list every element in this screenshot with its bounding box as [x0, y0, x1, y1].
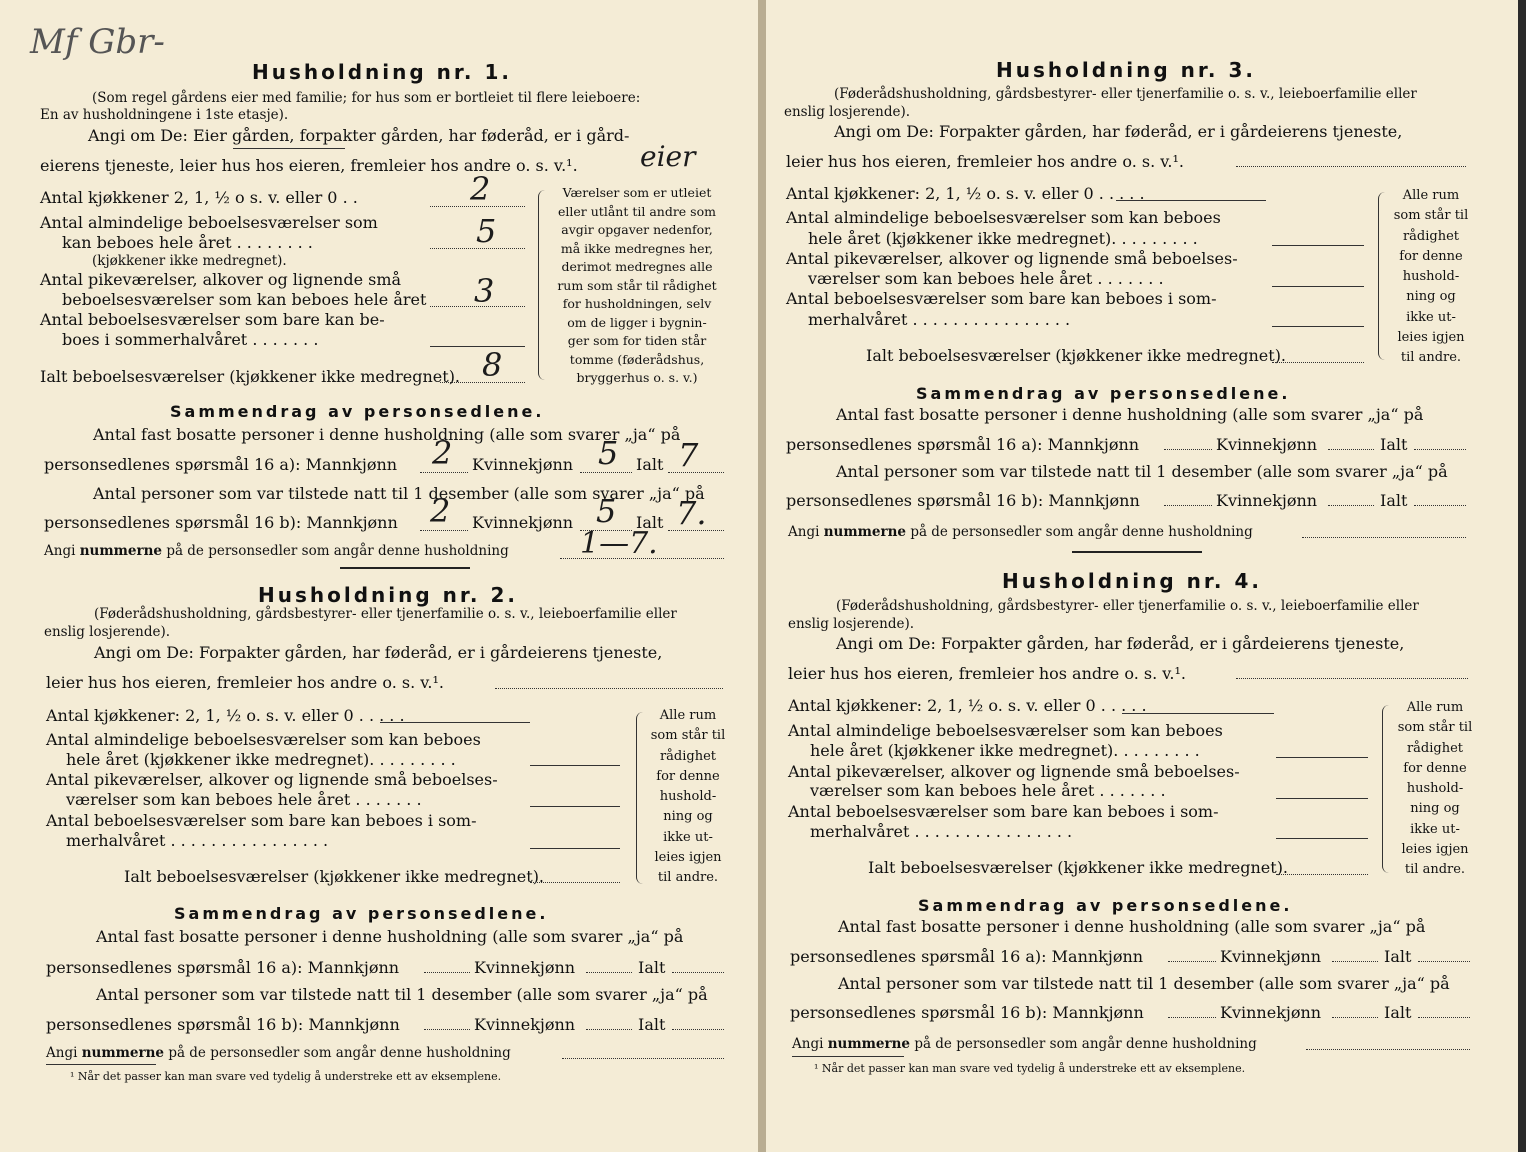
household-2-present-question: Antal personer som var tilstede natt til 1 desember (alle som svarer „ja“ på — [96, 985, 708, 1004]
household-1-present-question: Antal personer som var tilstede natt til 1 desember (alle som svarer „ja“ på — [93, 484, 705, 503]
household-1-resident-female-value: 5 — [598, 434, 619, 472]
household-2-status-question: Angi om De: Forpakter gården, har føderåd, er i gårdeierens tjeneste, — [94, 643, 663, 662]
household-4-maid-rooms-label: Antal pikeværelser, alkover og lignende små beboelses- — [788, 762, 1240, 781]
household-3-summary-title: Sammendrag av personsedlene. — [916, 384, 1291, 403]
household-2-present-total-label: Ialt — [638, 1015, 666, 1034]
household-1-present-total-label: Ialt — [636, 513, 664, 532]
household-1-kitchens-value: 2 — [470, 170, 491, 208]
household-3-present-male-label: personsedlenes spørsmål 16 b): Mannkjønn — [786, 491, 1140, 510]
household-4-rooms-label-2: hele året (kjøkkener ikke medregnet). . . . . . . . . — [810, 741, 1200, 760]
household-2-maid-rooms-label-2: værelser som kan beboes hele året . . . . . . . — [66, 790, 422, 809]
household-1-resident-male-label: personsedlenes spørsmål 16 a): Mannkjønn — [44, 455, 398, 474]
household-4-kitchens-label: Antal kjøkkener: 2, 1, ½ o. s. v. eller 0 . . . . . — [788, 696, 1147, 715]
household-4-rooms-label: Antal almindelige beboelsesværelser som kan beboes — [788, 721, 1223, 740]
household-4-rooms-note-box: Alle rum som står til rådighet for denne hushold- ning og ikke ut- leies igjen til andre. — [1397, 700, 1473, 878]
household-2-kitchens-label: Antal kjøkkener: 2, 1, ½ o. s. v. eller 0 . . . . . — [46, 706, 405, 725]
household-1-summer-rooms-label-2: boes i sommerhalvåret . . . . . . . — [62, 330, 319, 349]
household-2-maid-rooms-label: Antal pikeværelser, alkover og lignende små beboelses- — [46, 770, 498, 789]
household-2-rooms-note-box: Alle rum som står til rådighet for denne hushold- ning og ikke ut- leies igjen til andre. — [650, 708, 726, 886]
household-1-status-question-2: eierens tjeneste, leier hus hos eieren, fremleier hos andre o. s. v.¹. — [40, 156, 578, 175]
household-1-kitchens-label: Antal kjøkkener 2, 1, ½ o s. v. eller 0 . . — [40, 188, 358, 207]
household-1-intro-2: En av husholdningene i 1ste etasje). — [40, 107, 289, 123]
household-4-summary-title: Sammendrag av personsedlene. — [918, 896, 1293, 915]
household-2-rooms-label: Antal almindelige beboelsesværelser som kan beboes — [46, 730, 481, 749]
household-3-title: Husholdning nr. 3. — [996, 58, 1256, 82]
household-1-resident-total-value: 7 — [678, 436, 699, 474]
household-3-maid-rooms-label: Antal pikeværelser, alkover og lignende små beboelses- — [786, 249, 1238, 268]
household-1-person-numbers-label: Angi nummerne på de personsedler som angår denne husholdning — [44, 543, 509, 559]
household-3-present-female-label: Kvinnekjønn — [1216, 491, 1318, 510]
household-3-summer-rooms-label-2: merhalvåret . . . . . . . . . . . . . . . . — [808, 310, 1071, 329]
household-1-person-numbers-value: 1—7. — [580, 526, 658, 561]
household-2-resident-total-label: Ialt — [638, 958, 666, 977]
household-1-present-female-value: 5 — [596, 492, 617, 530]
household-4-present-question: Antal personer som var tilstede natt til 1 desember (alle som svarer „ja“ på — [838, 974, 1450, 993]
household-4-maid-rooms-label-2: værelser som kan beboes hele året . . . . . . . — [810, 781, 1166, 800]
household-2-person-numbers-label: Angi nummerne på de personsedler som angår denne husholdning — [46, 1045, 511, 1061]
household-1-resident-question: Antal fast bosatte personer i denne husholdning (alle som svarer „ja“ på — [93, 425, 681, 444]
household-1-rooms-label: Antal almindelige beboelsesværelser som — [40, 213, 378, 232]
household-1-total-rooms-value: 8 — [482, 346, 503, 384]
household-3-summer-rooms-label: Antal beboelsesværelser som bare kan beboes i som- — [786, 289, 1217, 308]
household-2-summer-rooms-label: Antal beboelsesværelser som bare kan beboes i som- — [46, 811, 477, 830]
household-3-resident-question: Antal fast bosatte personer i denne husholdning (alle som svarer „ja“ på — [836, 405, 1424, 424]
household-1-summer-rooms-label: Antal beboelsesværelser som bare kan be- — [40, 310, 385, 329]
household-2-intro-2: enslig losjerende). — [44, 624, 171, 640]
household-3-resident-male-label: personsedlenes spørsmål 16 a): Mannkjønn — [786, 435, 1140, 454]
household-4-status-question: Angi om De: Forpakter gården, har føderåd, er i gårdeierens tjeneste, — [836, 634, 1405, 653]
scan-edge — [1518, 0, 1526, 1152]
household-1-resident-female-label: Kvinnekjønn — [472, 455, 574, 474]
left-page — [0, 0, 758, 1152]
household-1-present-total-value: 7. — [676, 494, 707, 532]
household-1-present-male-value: 2 — [430, 492, 451, 530]
page-gutter — [758, 0, 766, 1152]
household-3-maid-rooms-label-2: værelser som kan beboes hele året . . . . . . . — [808, 269, 1164, 288]
household-1-maid-rooms-label: Antal pikeværelser, alkover og lignende små — [40, 270, 402, 289]
household-2-present-female-label: Kvinnekjønn — [474, 1015, 576, 1034]
household-3-person-numbers-label: Angi nummerne på de personsedler som angår denne husholdning — [788, 524, 1253, 540]
household-4-resident-question: Antal fast bosatte personer i denne husholdning (alle som svarer „ja“ på — [838, 917, 1426, 936]
household-4-present-female-label: Kvinnekjønn — [1220, 1003, 1322, 1022]
household-3-present-question: Antal personer som var tilstede natt til 1 desember (alle som svarer „ja“ på — [836, 462, 1448, 481]
household-2-rooms-label-2: hele året (kjøkkener ikke medregnet). . . . . . . . . — [66, 750, 456, 769]
household-4-present-total-label: Ialt — [1384, 1003, 1412, 1022]
household-3-resident-total-label: Ialt — [1380, 435, 1408, 454]
household-4-present-male-label: personsedlenes spørsmål 16 b): Mannkjønn — [790, 1003, 1144, 1022]
household-4-summer-rooms-label-2: merhalvåret . . . . . . . . . . . . . . . . — [810, 822, 1073, 841]
household-4-resident-male-label: personsedlenes spørsmål 16 a): Mannkjønn — [790, 947, 1144, 966]
household-1-rooms-note: (kjøkkener ikke medregnet). — [92, 253, 287, 269]
household-1-rooms-note-box: Værelser som er utleiet eller utlånt til andre som avgir opgaver nedenfor, må ikke medregnes her, derimot medregnes alle rum som står til rådighet for husholdningen, selv om de ligger i bygnin- ger som for tiden står tomme (føderådshus, bryggerhus o. s. v.) — [557, 185, 717, 385]
footnote-left: ¹ Når det passer kan man svare ved tydelig å understreke ett av eksemplene. — [70, 1070, 502, 1083]
household-1-present-female-label: Kvinnekjønn — [472, 513, 574, 532]
margin-annotation: Mf Gbr- — [30, 22, 165, 62]
household-4-intro-2: enslig losjerende). — [788, 616, 915, 632]
household-1-total-rooms-label: Ialt beboelsesværelser (kjøkkener ikke medregnet). — [40, 367, 461, 386]
household-3-total-rooms-label: Ialt beboelsesværelser (kjøkkener ikke medregnet). — [866, 346, 1287, 365]
household-4-resident-female-label: Kvinnekjønn — [1220, 947, 1322, 966]
household-1-status-question: Angi om De: Eier gården, forpakter gården, har føderåd, er i gård- — [88, 126, 630, 145]
household-3-kitchens-label: Antal kjøkkener: 2, 1, ½ o. s. v. eller 0 . . . . . — [786, 184, 1145, 203]
right-page — [766, 0, 1518, 1152]
household-4-total-rooms-label: Ialt beboelsesværelser (kjøkkener ikke medregnet). — [868, 858, 1289, 877]
household-1-title: Husholdning nr. 1. — [252, 60, 512, 84]
household-2-summary-title: Sammendrag av personsedlene. — [174, 904, 549, 923]
household-3-resident-female-label: Kvinnekjønn — [1216, 435, 1318, 454]
household-1-rooms-value: 5 — [476, 212, 497, 250]
household-3-intro: (Føderådshusholdning, gårdsbestyrer- eller tjenerfamilie o. s. v., leieboerfamilie eller — [834, 86, 1417, 102]
household-1-status-answer: eier — [640, 140, 696, 173]
household-4-title: Husholdning nr. 4. — [1002, 569, 1262, 593]
household-3-rooms-note-box: Alle rum som står til rådighet for denne hushold- ning og ikke ut- leies igjen til andre. — [1393, 188, 1469, 366]
household-4-status-question-2: leier hus hos eieren, fremleier hos andre o. s. v.¹. — [788, 664, 1186, 683]
household-2-resident-question: Antal fast bosatte personer i denne husholdning (alle som svarer „ja“ på — [96, 927, 684, 946]
household-3-status-question: Angi om De: Forpakter gården, har føderåd, er i gårdeierens tjeneste, — [834, 122, 1403, 141]
household-1-resident-total-label: Ialt — [636, 455, 664, 474]
household-3-status-question-2: leier hus hos eieren, fremleier hos andre o. s. v.¹. — [786, 152, 1184, 171]
household-1-present-male-label: personsedlenes spørsmål 16 b): Mannkjønn — [44, 513, 398, 532]
household-1-rooms-label-2: kan beboes hele året . . . . . . . . — [62, 233, 313, 252]
household-3-rooms-label-2: hele året (kjøkkener ikke medregnet). . . . . . . . . — [808, 229, 1198, 248]
household-2-status-question-2: leier hus hos eieren, fremleier hos andre o. s. v.¹. — [46, 673, 444, 692]
household-1-maid-rooms-label-2: beboelsesværelser som kan beboes hele året — [62, 290, 427, 309]
household-2-title: Husholdning nr. 2. — [258, 583, 518, 607]
household-2-intro: (Føderådshusholdning, gårdsbestyrer- eller tjenerfamilie o. s. v., leieboerfamilie eller — [94, 606, 677, 622]
household-4-intro: (Føderådshusholdning, gårdsbestyrer- eller tjenerfamilie o. s. v., leieboerfamilie eller — [836, 598, 1419, 614]
household-1-resident-male-value: 2 — [432, 434, 453, 472]
household-2-resident-female-label: Kvinnekjønn — [474, 958, 576, 977]
household-1-intro: (Som regel gårdens eier med familie; for hus som er bortleiet til flere leieboere: — [92, 90, 641, 106]
household-2-resident-male-label: personsedlenes spørsmål 16 a): Mannkjønn — [46, 958, 400, 977]
household-4-resident-total-label: Ialt — [1384, 947, 1412, 966]
household-1-maid-rooms-value: 3 — [474, 272, 495, 310]
household-3-rooms-label: Antal almindelige beboelsesværelser som kan beboes — [786, 208, 1221, 227]
household-1-summary-title: Sammendrag av personsedlene. — [170, 402, 545, 421]
household-3-intro-2: enslig losjerende). — [784, 104, 911, 120]
household-2-summer-rooms-label-2: merhalvåret . . . . . . . . . . . . . . . . — [66, 831, 329, 850]
footnote-right: ¹ Når det passer kan man svare ved tydelig å understreke ett av eksemplene. — [814, 1062, 1246, 1075]
household-2-total-rooms-label: Ialt beboelsesværelser (kjøkkener ikke medregnet). — [124, 867, 545, 886]
household-3-present-total-label: Ialt — [1380, 491, 1408, 510]
household-4-person-numbers-label: Angi nummerne på de personsedler som angår denne husholdning — [792, 1036, 1257, 1052]
household-2-present-male-label: personsedlenes spørsmål 16 b): Mannkjønn — [46, 1015, 400, 1034]
household-4-summer-rooms-label: Antal beboelsesværelser som bare kan beboes i som- — [788, 802, 1219, 821]
